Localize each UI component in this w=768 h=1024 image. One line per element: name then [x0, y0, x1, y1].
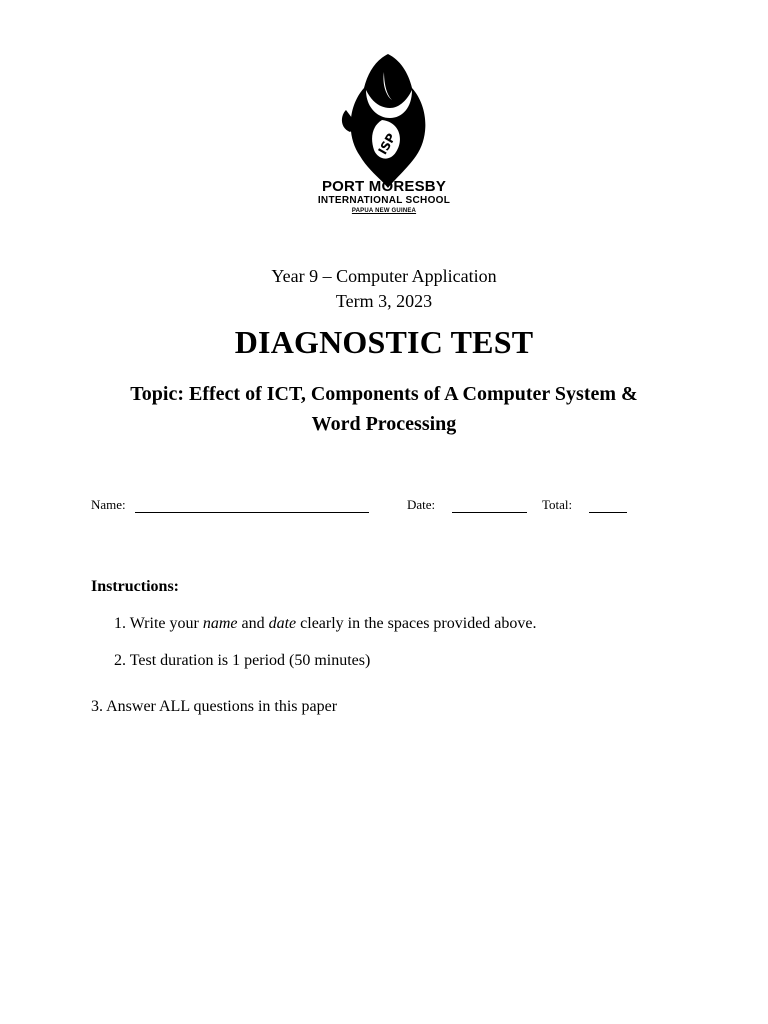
instruction-1-prefix: 1. Write your: [114, 615, 203, 632]
instruction-1-and: and: [237, 615, 269, 632]
student-fields: [91, 497, 651, 517]
date-blank[interactable]: [452, 512, 527, 513]
total-label: Total:: [542, 497, 573, 512]
page-title: DIAGNOSTIC TEST: [234, 324, 534, 360]
instruction-item-3: 3. Answer ALL questions in this paper: [91, 698, 338, 715]
name-blank[interactable]: [135, 512, 369, 513]
instruction-1-date-word: date: [268, 615, 297, 632]
school-country: PAPUA NEW GUINEA: [351, 208, 417, 214]
logo-lettering: ISP: [375, 131, 399, 157]
school-name-line1: PORT MORESBY: [321, 178, 447, 195]
term-line: Term 3, 2023: [335, 291, 433, 311]
name-label: Name:: [91, 497, 126, 512]
school-logo: [338, 52, 438, 188]
total-blank[interactable]: [589, 512, 627, 513]
school-name-line2: INTERNATIONAL SCHOOL: [317, 195, 451, 206]
instruction-1-suffix: clearly in the spaces provided above.: [296, 615, 537, 632]
topic-line-1: Topic: Effect of ICT, Components of A Computer System &: [130, 383, 638, 405]
date-label: Date:: [407, 497, 436, 512]
instruction-item-2: 2. Test duration is 1 period (50 minutes): [114, 652, 371, 669]
instruction-item-1: [114, 615, 537, 633]
instruction-1-name-word: name: [202, 615, 238, 632]
instructions-heading: Instructions:: [91, 578, 180, 595]
subject-line: Year 9 – Computer Application: [271, 266, 497, 286]
topic-line-2: Word Processing: [311, 413, 457, 435]
